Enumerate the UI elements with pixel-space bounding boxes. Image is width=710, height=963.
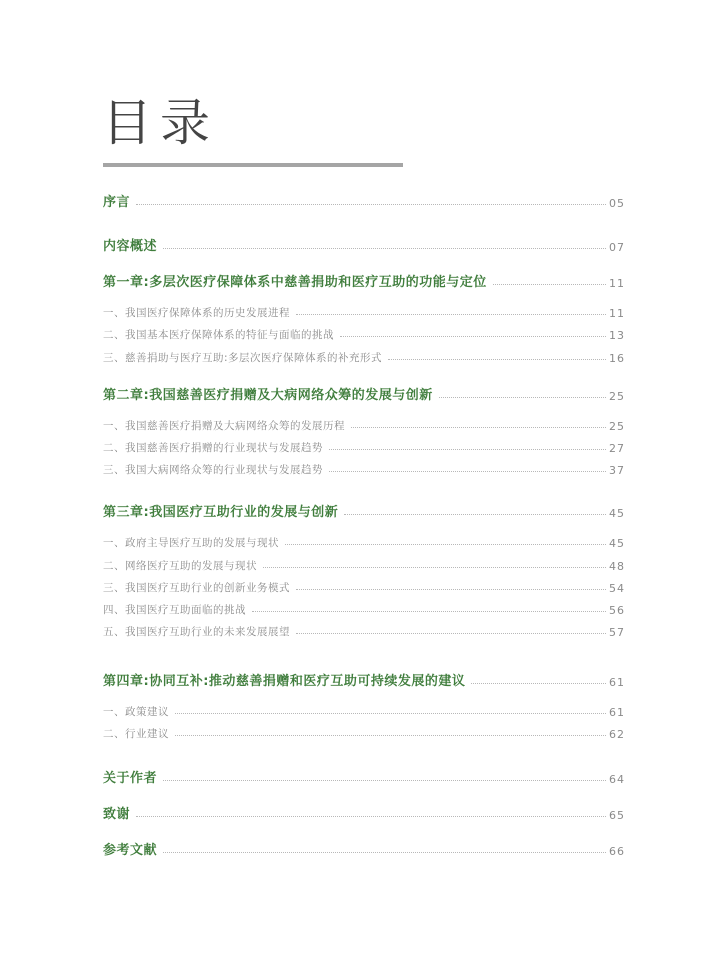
toc-entry-label: 第二章:我国慈善医疗捐赠及大病网络众筹的发展与创新 (103, 388, 433, 403)
toc-section-entry[interactable] (103, 597, 625, 617)
toc-entry-label: 五、我国医疗互助行业的未来发展展望 (103, 626, 290, 638)
toc-entry-label: 二、网络医疗互助的发展与现状 (103, 560, 257, 572)
toc-chapter-entry[interactable] (103, 669, 625, 689)
toc-page-number: 45 (609, 507, 625, 520)
toc-chapter-entry[interactable] (103, 190, 625, 210)
toc-entry-label: 第四章:协同互补:推动慈善捐赠和医疗互助可持续发展的建议 (103, 674, 466, 689)
toc-section-entry[interactable] (103, 575, 625, 595)
toc-leader-dots (163, 248, 606, 249)
toc-page-number: 61 (609, 676, 625, 689)
title-divider (103, 163, 403, 167)
toc-section-entry[interactable] (103, 413, 625, 433)
toc-entry-label: 致谢 (103, 807, 131, 822)
toc-section-entry[interactable] (103, 553, 625, 573)
toc-chapter-entry[interactable] (103, 802, 625, 822)
toc-chapter-entry[interactable] (103, 766, 625, 786)
toc-leader-dots (163, 780, 606, 781)
toc-page-number: 13 (609, 329, 625, 342)
toc-section-entry[interactable] (103, 322, 625, 342)
toc-leader-dots (163, 852, 606, 853)
toc-entry-label: 二、行业建议 (103, 728, 169, 740)
toc-leader-dots (388, 359, 606, 360)
toc-leader-dots (329, 471, 606, 472)
toc-leader-dots (175, 735, 606, 736)
toc-entry-label: 四、我国医疗互助面临的挑战 (103, 604, 246, 616)
toc-chapter-entry[interactable] (103, 838, 625, 858)
toc-entry-label: 关于作者 (103, 771, 158, 786)
toc-page-number: 11 (609, 307, 625, 320)
toc-leader-dots (296, 633, 606, 634)
toc-entry-label: 三、我国大病网络众筹的行业现状与发展趋势 (103, 464, 323, 476)
toc-page-number: 56 (609, 604, 625, 617)
toc-entry-label: 二、我国慈善医疗捐赠的行业现状与发展趋势 (103, 442, 323, 454)
toc-leader-dots (296, 314, 606, 315)
toc-entry-label: 三、我国医疗互助行业的创新业务模式 (103, 582, 290, 594)
toc-section-entry[interactable] (103, 457, 625, 477)
toc-page-number: 62 (609, 728, 625, 741)
toc-page-number: 57 (609, 626, 625, 639)
toc-entry-label: 第一章:多层次医疗保障体系中慈善捐助和医疗互助的功能与定位 (103, 275, 487, 290)
toc-page-number: 05 (609, 197, 625, 210)
toc-entry-label: 第三章:我国医疗互助行业的发展与创新 (103, 505, 339, 520)
toc-page-number: 25 (609, 420, 625, 433)
toc-leader-dots (351, 427, 606, 428)
toc-section-entry[interactable] (103, 530, 625, 550)
toc-page-number: 25 (609, 390, 625, 403)
page-title: 目录 (102, 94, 218, 152)
toc-page-number: 27 (609, 442, 625, 455)
toc-page-number: 45 (609, 537, 625, 550)
toc-entry-label: 一、我国医疗保障体系的历史发展进程 (103, 307, 290, 319)
toc-chapter-entry[interactable] (103, 500, 625, 520)
toc-entry-label: 一、政府主导医疗互助的发展与现状 (103, 537, 279, 549)
toc-leader-dots (329, 449, 606, 450)
toc-leader-dots (439, 397, 606, 398)
toc-entry-label: 三、慈善捐助与医疗互助:多层次医疗保障体系的补充形式 (103, 352, 383, 364)
toc-leader-dots (285, 544, 606, 545)
toc-entry-label: 一、我国慈善医疗捐赠及大病网络众筹的发展历程 (103, 420, 345, 432)
toc-entry-label: 二、我国基本医疗保障体系的特征与面临的挑战 (103, 329, 334, 341)
toc-leader-dots (136, 816, 606, 817)
toc-entry-label: 序言 (103, 195, 131, 210)
toc-page-number: 48 (609, 560, 625, 573)
toc-section-entry[interactable] (103, 619, 625, 639)
toc-page-number: 64 (609, 773, 625, 786)
toc-page-number: 11 (609, 277, 625, 290)
toc-leader-dots (493, 284, 606, 285)
toc-chapter-entry[interactable] (103, 234, 625, 254)
toc-leader-dots (344, 514, 606, 515)
toc-leader-dots (175, 713, 606, 714)
toc-leader-dots (263, 567, 606, 568)
toc-entry-label: 内容概述 (103, 239, 158, 254)
toc-page-number: 54 (609, 582, 625, 595)
toc-section-entry[interactable] (103, 300, 625, 320)
toc-section-entry[interactable] (103, 699, 625, 719)
toc-leader-dots (340, 336, 606, 337)
toc-page-number: 37 (609, 464, 625, 477)
toc-page-number: 61 (609, 706, 625, 719)
toc-entry-label: 参考文献 (103, 843, 158, 858)
toc-page-number: 65 (609, 809, 625, 822)
toc-page-number: 07 (609, 241, 625, 254)
toc-page-number: 66 (609, 845, 625, 858)
toc-leader-dots (252, 611, 606, 612)
toc-section-entry[interactable] (103, 435, 625, 455)
toc-chapter-entry[interactable] (103, 383, 625, 403)
toc-leader-dots (136, 204, 606, 205)
toc-leader-dots (471, 683, 606, 684)
toc-chapter-entry[interactable] (103, 270, 625, 290)
toc-section-entry[interactable] (103, 721, 625, 741)
toc-page-number: 16 (609, 352, 625, 365)
toc-entry-label: 一、政策建议 (103, 706, 169, 718)
toc-leader-dots (296, 589, 606, 590)
toc-section-entry[interactable] (103, 345, 625, 365)
